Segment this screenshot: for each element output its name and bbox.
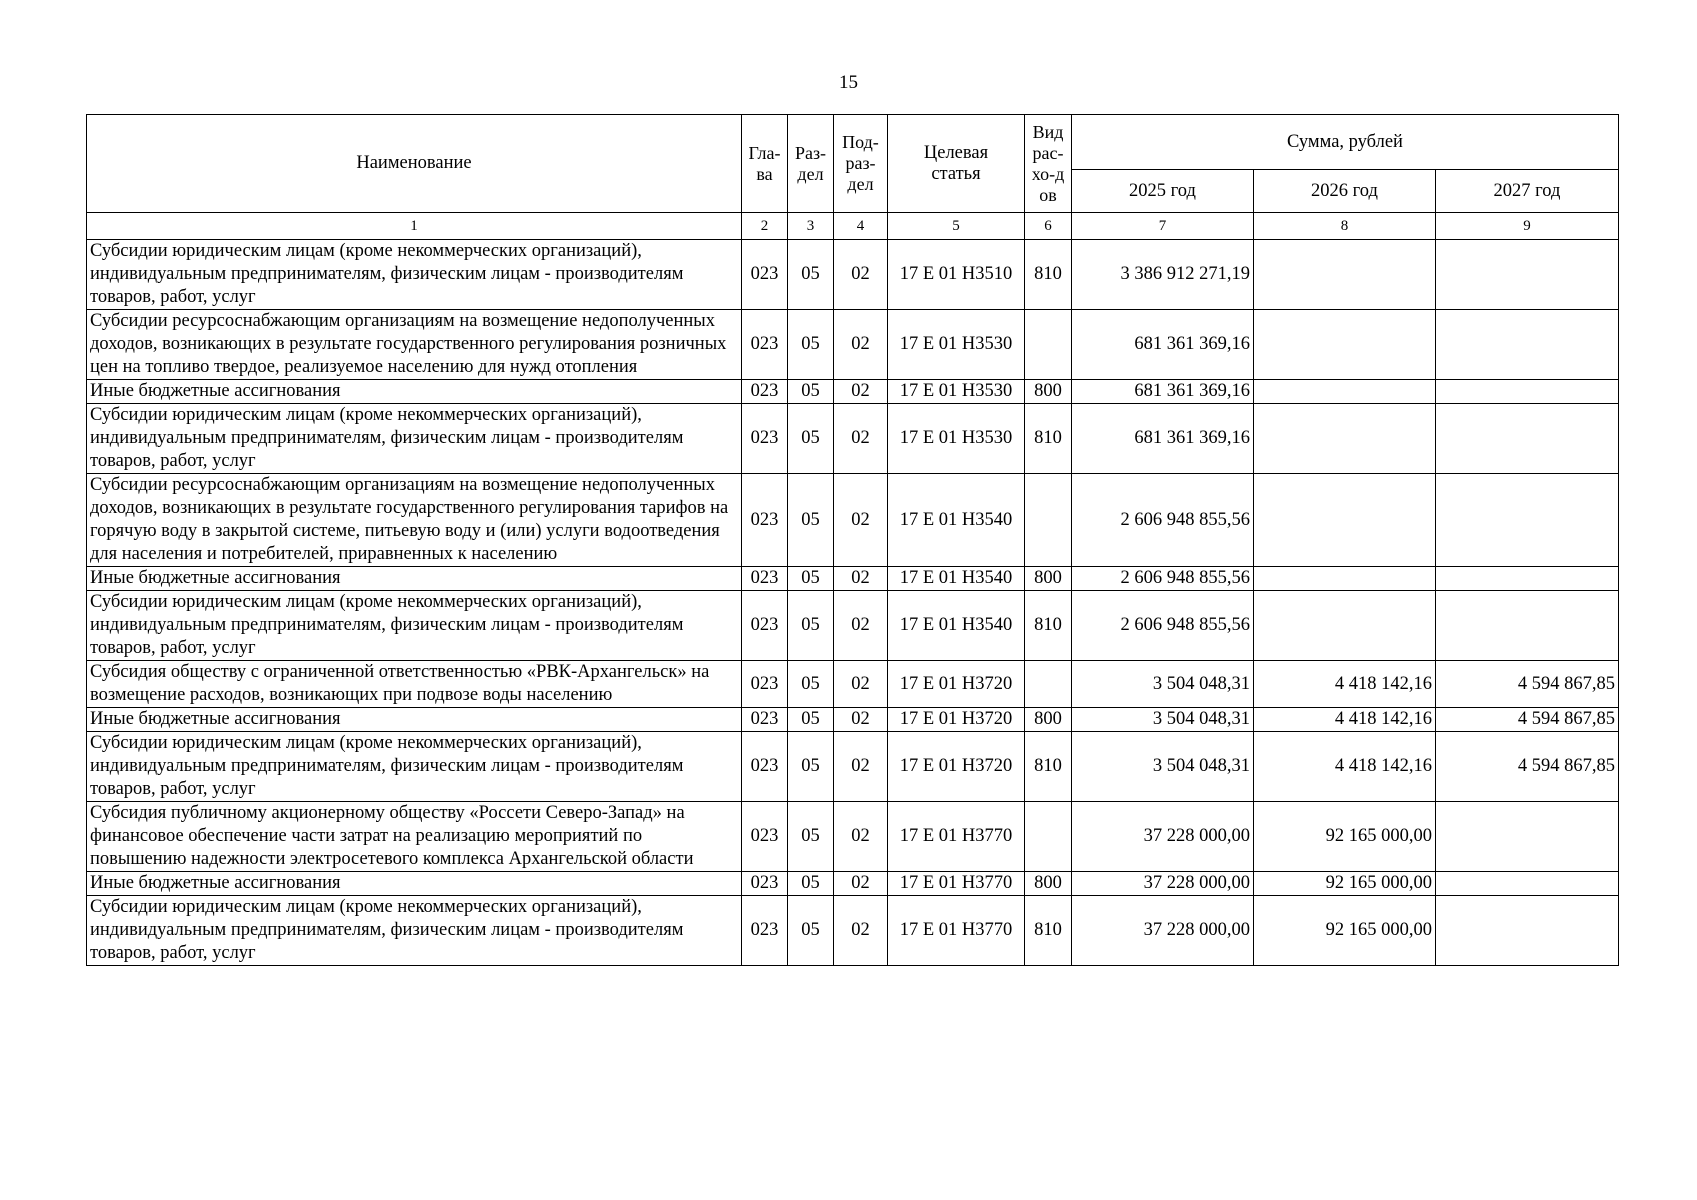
column-number: 3 bbox=[788, 213, 834, 240]
row-celevaya-statya: 17 Е 01 Н3540 bbox=[888, 591, 1025, 661]
row-podrazdel: 02 bbox=[834, 896, 888, 966]
row-glava: 023 bbox=[742, 380, 788, 404]
row-vid-rashodov bbox=[1025, 661, 1072, 708]
row-sum-2025: 681 361 369,16 bbox=[1072, 404, 1254, 474]
row-sum-2027 bbox=[1436, 240, 1619, 310]
row-sum-2026: 4 418 142,16 bbox=[1254, 661, 1436, 708]
row-glava: 023 bbox=[742, 591, 788, 661]
row-razdel: 05 bbox=[788, 732, 834, 802]
row-name: Субсидии ресурсоснабжающим организациям на возмещение недополученных доходов, возникающих в результате государственного регулирования тарифов на горячую воду в закрытой системе, питьевую воду и (или) услуги водоотведения для населения и потребителей, приравненных к населению bbox=[87, 474, 742, 567]
table-row bbox=[87, 567, 1619, 591]
row-sum-2027 bbox=[1436, 474, 1619, 567]
row-name: Иные бюджетные ассигнования bbox=[87, 567, 742, 591]
row-vid-rashodov bbox=[1025, 802, 1072, 872]
row-podrazdel: 02 bbox=[834, 310, 888, 380]
column-number: 7 bbox=[1072, 213, 1254, 240]
row-vid-rashodov: 810 bbox=[1025, 732, 1072, 802]
row-razdel: 05 bbox=[788, 872, 834, 896]
row-celevaya-statya: 17 Е 01 Н3770 bbox=[888, 802, 1025, 872]
header-razdel-label: Раз-дел bbox=[794, 142, 827, 184]
row-podrazdel: 02 bbox=[834, 474, 888, 567]
row-sum-2025: 2 606 948 855,56 bbox=[1072, 474, 1254, 567]
row-vid-rashodov: 810 bbox=[1025, 591, 1072, 661]
header-glava bbox=[742, 115, 788, 213]
row-celevaya-statya: 17 Е 01 Н3770 bbox=[888, 872, 1025, 896]
row-podrazdel: 02 bbox=[834, 872, 888, 896]
row-sum-2026 bbox=[1254, 380, 1436, 404]
row-vid-rashodov: 810 bbox=[1025, 896, 1072, 966]
row-glava: 023 bbox=[742, 732, 788, 802]
column-number: 2 bbox=[742, 213, 788, 240]
row-podrazdel: 02 bbox=[834, 240, 888, 310]
header-podrazdel bbox=[834, 115, 888, 213]
row-sum-2026: 4 418 142,16 bbox=[1254, 732, 1436, 802]
row-vid-rashodov: 810 bbox=[1025, 404, 1072, 474]
row-podrazdel: 02 bbox=[834, 567, 888, 591]
column-number: 5 bbox=[888, 213, 1025, 240]
column-number: 9 bbox=[1436, 213, 1619, 240]
row-podrazdel: 02 bbox=[834, 732, 888, 802]
table-row bbox=[87, 591, 1619, 661]
row-sum-2025: 681 361 369,16 bbox=[1072, 310, 1254, 380]
budget-table bbox=[86, 114, 1619, 966]
column-number: 6 bbox=[1025, 213, 1072, 240]
row-podrazdel: 02 bbox=[834, 380, 888, 404]
row-glava: 023 bbox=[742, 567, 788, 591]
row-razdel: 05 bbox=[788, 404, 834, 474]
header-summa: Сумма, рублей bbox=[1072, 115, 1619, 170]
row-celevaya-statya: 17 Е 01 Н3510 bbox=[888, 240, 1025, 310]
row-sum-2026: 92 165 000,00 bbox=[1254, 802, 1436, 872]
row-name: Иные бюджетные ассигнования bbox=[87, 380, 742, 404]
row-celevaya-statya: 17 Е 01 Н3770 bbox=[888, 896, 1025, 966]
row-sum-2027 bbox=[1436, 567, 1619, 591]
row-sum-2025: 37 228 000,00 bbox=[1072, 802, 1254, 872]
row-razdel: 05 bbox=[788, 661, 834, 708]
row-sum-2026 bbox=[1254, 474, 1436, 567]
row-sum-2025: 2 606 948 855,56 bbox=[1072, 567, 1254, 591]
table-row bbox=[87, 310, 1619, 380]
table-row bbox=[87, 872, 1619, 896]
table-row bbox=[87, 732, 1619, 802]
row-glava: 023 bbox=[742, 240, 788, 310]
row-celevaya-statya: 17 Е 01 Н3530 bbox=[888, 404, 1025, 474]
row-celevaya-statya: 17 Е 01 Н3720 bbox=[888, 661, 1025, 708]
row-sum-2025: 37 228 000,00 bbox=[1072, 896, 1254, 966]
row-sum-2027 bbox=[1436, 872, 1619, 896]
row-sum-2025: 3 386 912 271,19 bbox=[1072, 240, 1254, 310]
header-glava-label: Гла-ва bbox=[748, 142, 781, 184]
row-celevaya-statya: 17 Е 01 Н3720 bbox=[888, 708, 1025, 732]
table-row bbox=[87, 240, 1619, 310]
table-row bbox=[87, 404, 1619, 474]
row-name: Иные бюджетные ассигнования bbox=[87, 708, 742, 732]
row-vid-rashodov bbox=[1025, 474, 1072, 567]
row-name: Субсидия публичному акционерному обществу «Россети Северо-Запад» на финансовое обеспечение части затрат на реализацию мероприятий по повышению надежности электросетевого комплекса Архангельской области bbox=[87, 802, 742, 872]
row-vid-rashodov: 800 bbox=[1025, 380, 1072, 404]
row-sum-2025: 3 504 048,31 bbox=[1072, 661, 1254, 708]
row-vid-rashodov: 800 bbox=[1025, 872, 1072, 896]
row-name: Субсидии юридическим лицам (кроме некоммерческих организаций), индивидуальным предпринимателям, физическим лицам - производителям товаров, работ, услуг bbox=[87, 404, 742, 474]
row-sum-2026 bbox=[1254, 591, 1436, 661]
table-row bbox=[87, 474, 1619, 567]
row-razdel: 05 bbox=[788, 380, 834, 404]
row-sum-2027: 4 594 867,85 bbox=[1436, 661, 1619, 708]
header-razdel bbox=[788, 115, 834, 213]
row-podrazdel: 02 bbox=[834, 661, 888, 708]
row-vid-rashodov bbox=[1025, 310, 1072, 380]
row-sum-2025: 3 504 048,31 bbox=[1072, 708, 1254, 732]
column-number: 8 bbox=[1254, 213, 1436, 240]
row-sum-2026: 92 165 000,00 bbox=[1254, 896, 1436, 966]
column-number: 4 bbox=[834, 213, 888, 240]
row-name: Субсидии юридическим лицам (кроме некоммерческих организаций), индивидуальным предпринимателям, физическим лицам - производителям товаров, работ, услуг bbox=[87, 896, 742, 966]
row-sum-2027: 4 594 867,85 bbox=[1436, 708, 1619, 732]
row-sum-2027 bbox=[1436, 802, 1619, 872]
row-glava: 023 bbox=[742, 708, 788, 732]
row-name: Субсидия обществу с ограниченной ответственностью «РВК-Архангельск» на возмещение расходов, возникающих при подвозе воды населению bbox=[87, 661, 742, 708]
row-sum-2026: 4 418 142,16 bbox=[1254, 708, 1436, 732]
row-sum-2027 bbox=[1436, 380, 1619, 404]
row-razdel: 05 bbox=[788, 567, 834, 591]
header-year-2025: 2025 год bbox=[1072, 170, 1254, 213]
row-razdel: 05 bbox=[788, 474, 834, 567]
row-sum-2025: 681 361 369,16 bbox=[1072, 380, 1254, 404]
row-glava: 023 bbox=[742, 872, 788, 896]
table-row bbox=[87, 708, 1619, 732]
header-year-2027: 2027 год bbox=[1436, 170, 1619, 213]
row-glava: 023 bbox=[742, 802, 788, 872]
table-row bbox=[87, 661, 1619, 708]
row-razdel: 05 bbox=[788, 240, 834, 310]
header-celevaya-label: Целевая статья bbox=[923, 142, 989, 184]
row-vid-rashodov: 800 bbox=[1025, 567, 1072, 591]
row-vid-rashodov: 810 bbox=[1025, 240, 1072, 310]
row-razdel: 05 bbox=[788, 896, 834, 966]
row-celevaya-statya: 17 Е 01 Н3540 bbox=[888, 474, 1025, 567]
column-number-row bbox=[87, 213, 1619, 240]
row-sum-2025: 2 606 948 855,56 bbox=[1072, 591, 1254, 661]
row-sum-2027: 4 594 867,85 bbox=[1436, 732, 1619, 802]
row-celevaya-statya: 17 Е 01 Н3720 bbox=[888, 732, 1025, 802]
row-sum-2026: 92 165 000,00 bbox=[1254, 872, 1436, 896]
row-podrazdel: 02 bbox=[834, 591, 888, 661]
row-sum-2026 bbox=[1254, 567, 1436, 591]
row-glava: 023 bbox=[742, 404, 788, 474]
row-name: Иные бюджетные ассигнования bbox=[87, 872, 742, 896]
row-sum-2027 bbox=[1436, 896, 1619, 966]
header-name: Наименование bbox=[87, 115, 742, 213]
row-celevaya-statya: 17 Е 01 Н3540 bbox=[888, 567, 1025, 591]
row-sum-2027 bbox=[1436, 310, 1619, 380]
row-razdel: 05 bbox=[788, 708, 834, 732]
row-sum-2025: 3 504 048,31 bbox=[1072, 732, 1254, 802]
column-number: 1 bbox=[87, 213, 742, 240]
row-vid-rashodov: 800 bbox=[1025, 708, 1072, 732]
header-year-2026: 2026 год bbox=[1254, 170, 1436, 213]
row-sum-2025: 37 228 000,00 bbox=[1072, 872, 1254, 896]
header-vid bbox=[1025, 115, 1072, 213]
row-sum-2027 bbox=[1436, 404, 1619, 474]
page-number: 15 bbox=[839, 72, 858, 93]
row-podrazdel: 02 bbox=[834, 802, 888, 872]
table-row bbox=[87, 802, 1619, 872]
row-glava: 023 bbox=[742, 661, 788, 708]
row-podrazdel: 02 bbox=[834, 708, 888, 732]
row-sum-2026 bbox=[1254, 404, 1436, 474]
row-razdel: 05 bbox=[788, 591, 834, 661]
row-sum-2026 bbox=[1254, 240, 1436, 310]
header-celevaya bbox=[888, 115, 1025, 213]
row-name: Субсидии юридическим лицам (кроме некоммерческих организаций), индивидуальным предпринимателям, физическим лицам - производителям товаров, работ, услуг bbox=[87, 732, 742, 802]
row-razdel: 05 bbox=[788, 802, 834, 872]
header-podrazdel-label: Под-раз-дел bbox=[842, 132, 879, 194]
row-glava: 023 bbox=[742, 474, 788, 567]
row-celevaya-statya: 17 Е 01 Н3530 bbox=[888, 310, 1025, 380]
row-podrazdel: 02 bbox=[834, 404, 888, 474]
row-glava: 023 bbox=[742, 310, 788, 380]
row-sum-2026 bbox=[1254, 310, 1436, 380]
row-name: Субсидии юридическим лицам (кроме некоммерческих организаций), индивидуальным предпринимателям, физическим лицам - производителям товаров, работ, услуг bbox=[87, 240, 742, 310]
row-glava: 023 bbox=[742, 896, 788, 966]
row-razdel: 05 bbox=[788, 310, 834, 380]
table-row bbox=[87, 380, 1619, 404]
row-sum-2027 bbox=[1436, 591, 1619, 661]
header-vid-label: Вид рас-хо-дов bbox=[1031, 121, 1065, 205]
row-name: Субсидии ресурсоснабжающим организациям на возмещение недополученных доходов, возникающих в результате государственного регулирования розничных цен на топливо твердое, реализуемое населению для нужд отопления bbox=[87, 310, 742, 380]
row-name: Субсидии юридическим лицам (кроме некоммерческих организаций), индивидуальным предпринимателям, физическим лицам - производителям товаров, работ, услуг bbox=[87, 591, 742, 661]
row-celevaya-statya: 17 Е 01 Н3530 bbox=[888, 380, 1025, 404]
table-row bbox=[87, 896, 1619, 966]
